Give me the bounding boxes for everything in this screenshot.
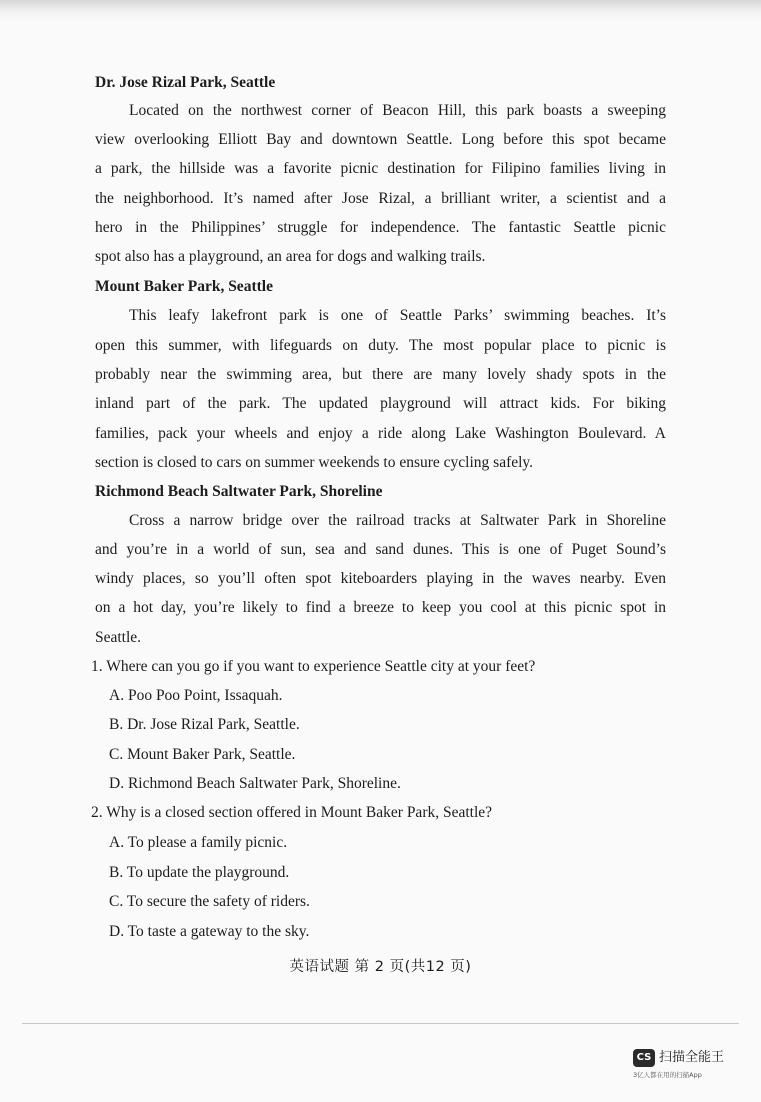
passage-line: windy places, so you’ll often spot kiteboarders playing in the waves nearby. Even	[95, 570, 666, 587]
answer-option: D. Richmond Beach Saltwater Park, Shoreline.	[109, 775, 401, 792]
page-footer: 英语试题 第 2 页(共12 页)	[289, 959, 472, 975]
question-stem: 2. Why is a closed section offered in Mount Baker Park, Seattle?	[91, 804, 493, 821]
answer-option: A. To please a family picnic.	[109, 834, 288, 851]
passage-line: inland part of the park. The updated playground will attract kids. For biking	[95, 395, 666, 412]
answer-option: B. To update the playground.	[109, 864, 290, 881]
watermark-tagline: 3亿人都在用的扫描App	[633, 1071, 702, 1079]
question-stem: 1. Where can you go if you want to experience Seattle city at your feet?	[91, 658, 536, 675]
scanner-watermark	[633, 1049, 733, 1089]
answer-option: C. Mount Baker Park, Seattle.	[109, 746, 296, 763]
passage-line: families, pack your wheels and enjoy a ride along Lake Washington Boulevard. A	[95, 425, 666, 442]
passage-line: a park, the hillside was a favorite picnic destination for Filipino families living in	[95, 160, 666, 177]
answer-option: C. To secure the safety of riders.	[109, 893, 310, 910]
passage-line: view overlooking Elliott Bay and downtown Seattle. Long before this spot became	[95, 131, 666, 148]
passage-line: Located on the northwest corner of Beacon Hill, this park boasts a sweeping	[129, 102, 666, 119]
answer-option: A. Poo Poo Point, Issaquah.	[109, 687, 283, 704]
passage-line: the neighborhood. It’s named after Jose Rizal, a brilliant writer, a scientist and a	[95, 190, 666, 207]
footer-divider	[22, 1023, 739, 1024]
passage-title-richmond-beach: Richmond Beach Saltwater Park, Shoreline	[95, 483, 383, 500]
watermark-name: 扫描全能王	[659, 1050, 725, 1065]
passage-line: This leafy lakefront park is one of Seattle Parks’ swimming beaches. It’s	[129, 307, 666, 324]
answer-option: B. Dr. Jose Rizal Park, Seattle.	[109, 716, 300, 733]
passage-line: on a hot day, you’re likely to find a breeze to keep you cool at this picnic spot in	[95, 599, 666, 616]
passage-line: section is closed to cars on summer weekends to ensure cycling safely.	[95, 454, 534, 471]
passage-line: probably near the swimming area, but there are many lovely shady spots in the	[95, 366, 666, 383]
answer-option: D. To taste a gateway to the sky.	[109, 923, 310, 940]
camscanner-logo-icon: CS	[633, 1049, 655, 1067]
passage-line: open this summer, with lifeguards on duty. The most popular place to picnic is	[95, 337, 666, 354]
passage-line: Seattle.	[95, 629, 142, 646]
passage-title-mount-baker: Mount Baker Park, Seattle	[95, 278, 273, 295]
passage-line: hero in the Philippines’ struggle for independence. The fantastic Seattle picnic	[95, 219, 666, 236]
passage-title-rizal: Dr. Jose Rizal Park, Seattle	[95, 74, 276, 91]
passage-line: and you’re in a world of sun, sea and sand dunes. This is one of Puget Sound’s	[95, 541, 666, 558]
passage-line: Cross a narrow bridge over the railroad tracks at Saltwater Park in Shoreline	[129, 512, 666, 529]
passage-line: spot also has a playground, an area for dogs and walking trails.	[95, 248, 486, 265]
